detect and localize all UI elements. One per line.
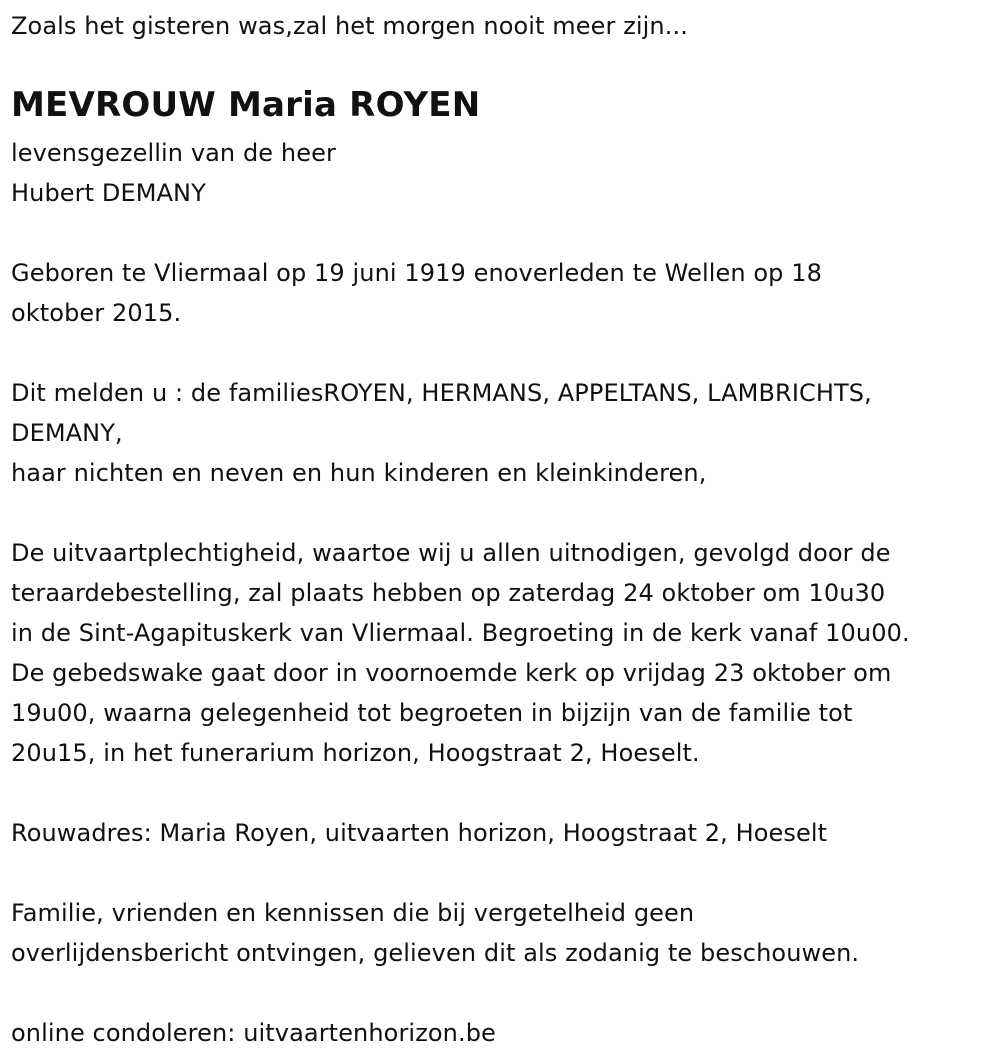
partner-line: levensgezellin van de heer (11, 139, 336, 167)
deceased-name: MEVROUW Maria ROYEN (11, 85, 481, 125)
ceremony-line: 20u15, in het funerarium horizon, Hoogstraat 2, Hoeselt. (11, 739, 700, 767)
online-condolence: online condoleren: uitvaartenhorizon.be (11, 1019, 496, 1047)
online-condolence-block (11, 1013, 496, 1053)
partner-block (11, 133, 336, 213)
family-line: Dit melden u : de familiesROYEN, HERMANS, APPELTANS, LAMBRICHTS, (11, 379, 872, 407)
birth-death-block (11, 253, 822, 333)
closing-block (11, 893, 859, 973)
birth-death-line: Geboren te Vliermaal op 19 juni 1919 enoverleden te Wellen op 18 (11, 259, 822, 287)
birth-death-line: oktober 2015. (11, 299, 182, 327)
ceremony-block (11, 533, 910, 773)
motto: Zoals het gisteren was,zal het morgen nooit meer zijn... (11, 12, 688, 40)
ceremony-line: teraardebestelling, zal plaats hebben op zaterdag 24 oktober om 10u30 (11, 579, 886, 607)
family-block (11, 373, 872, 493)
mourning-address: Rouwadres: Maria Royen, uitvaarten horizon, Hoogstraat 2, Hoeselt (11, 819, 828, 847)
family-line: DEMANY, (11, 419, 123, 447)
ceremony-line: De uitvaartplechtigheid, waartoe wij u allen uitnodigen, gevolgd door de (11, 539, 891, 567)
family-line: haar nichten en neven en hun kinderen en kleinkinderen, (11, 459, 707, 487)
closing-line: overlijdensbericht ontvingen, gelieven dit als zodanig te beschouwen. (11, 939, 860, 967)
ceremony-line: 19u00, waarna gelegenheid tot begroeten in bijzijn van de familie tot (11, 699, 853, 727)
closing-line: Familie, vrienden en kennissen die bij vergetelheid geen (11, 899, 695, 927)
ceremony-line: in de Sint-Agapituskerk van Vliermaal. Begroeting in de kerk vanaf 10u00. (11, 619, 910, 647)
partner-name: Hubert DEMANY (11, 179, 206, 207)
ceremony-line: De gebedswake gaat door in voornoemde kerk op vrijdag 23 oktober om (11, 659, 892, 687)
mourning-address-block (11, 813, 827, 853)
